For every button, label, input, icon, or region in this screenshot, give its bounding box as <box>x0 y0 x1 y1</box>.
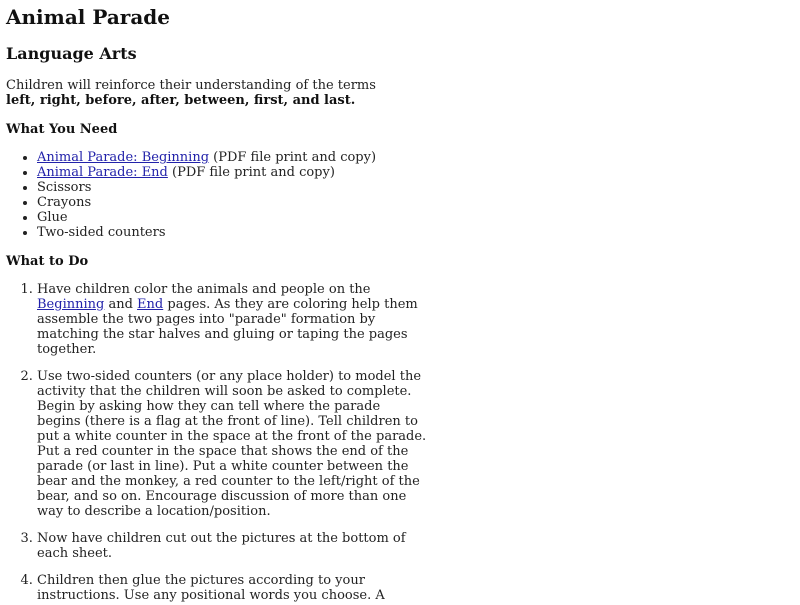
list-item: • Scissors <box>37 180 794 195</box>
item-note: (PDF file print and copy) <box>167 165 335 180</box>
step-text: and <box>104 297 138 312</box>
beginning-pdf-link[interactable]: Animal Parade: Beginning <box>37 150 210 165</box>
step-item: 2. Use two-sided counters (or any place holder) to model the activity that the children will soon be asked to complete. Begin by asking how they can tell where the parade begins (there is a flag at the front of line). Tell children to put a white counter in the space at the front of the parade. Put a red counter in the space that shows the end of the parade (or last in line). Put a white counter between the bear and the monkey, a red counter to the left/right of the bear, and so on. Encourage discussion of more than one way to describe a location/position. <box>37 369 427 519</box>
step-text: Have children color the animals and people on the <box>37 282 371 297</box>
list-item: • Crayons <box>37 195 794 210</box>
intro-bold-terms: left, right, before, after, between, first, and last. <box>6 93 356 108</box>
intro-paragraph <box>6 78 406 108</box>
beginning-link[interactable]: Beginning <box>37 297 105 312</box>
list-item <box>37 150 794 165</box>
list-item <box>37 165 794 180</box>
end-pdf-link[interactable]: Animal Parade: End <box>37 165 168 180</box>
intro-text: Children will reinforce their understanding of the terms <box>6 78 376 93</box>
list-item: • Glue <box>37 210 794 225</box>
what-to-do-heading: What to Do <box>6 254 89 269</box>
step-item <box>37 282 427 357</box>
end-link[interactable]: End <box>137 297 164 312</box>
list-item: • Two-sided counters <box>37 225 794 240</box>
item-note: (PDF file print and copy) <box>209 150 377 165</box>
document-page <box>0 5 800 603</box>
step-item: 3. Now have children cut out the pictures at the bottom of each sheet. <box>37 531 427 561</box>
page-title: Animal Parade <box>6 5 171 29</box>
steps-list <box>6 282 427 603</box>
step-item: 4. Children then glue the pictures according to your instructions. Use any positional words you choose. A <box>37 573 427 603</box>
step-text: pages. As they are coloring help them assemble the two pages into "parade" formation by matching the star halves and gluing or taping the pages together. <box>37 297 418 357</box>
materials-list <box>6 150 794 240</box>
what-you-need-heading: What You Need <box>6 122 118 137</box>
subject-heading: Language Arts <box>6 44 137 63</box>
